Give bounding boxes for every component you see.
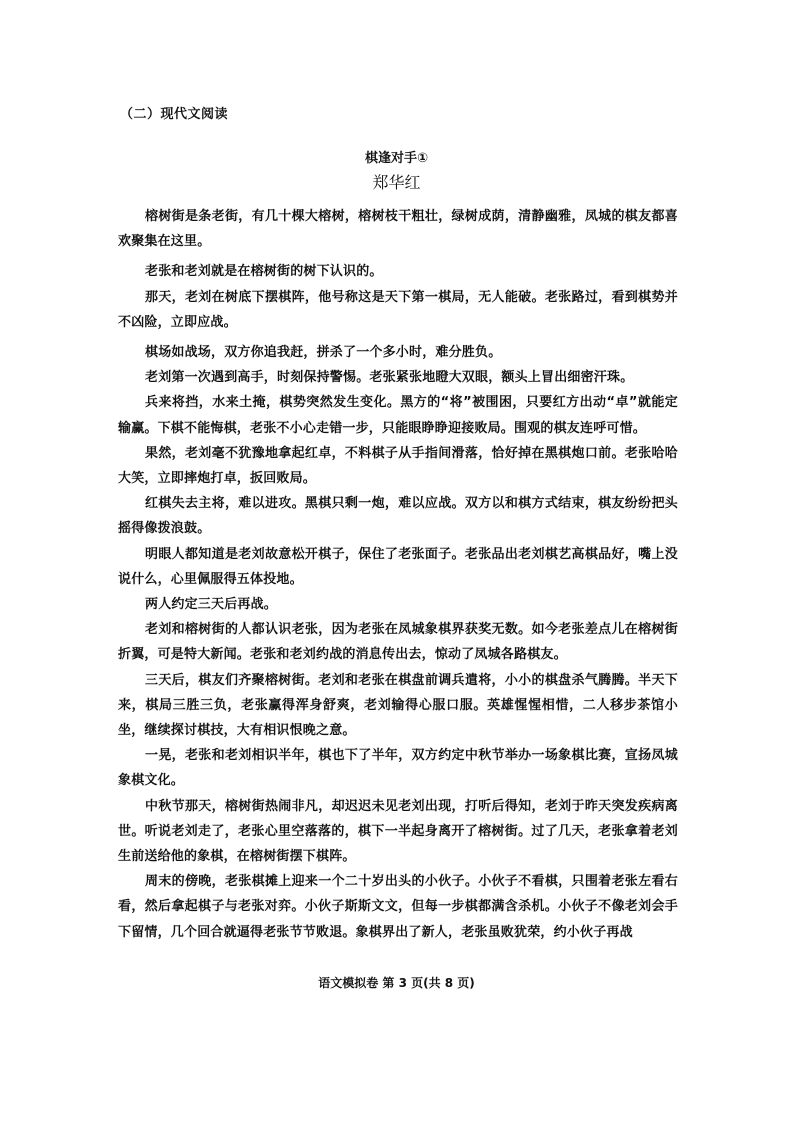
page-footer: 语文模拟卷 第 3 页(共 8 页)	[318, 976, 475, 990]
paragraph: 明眼人都知道是老刘故意松开棋子，保住了老张面子。老张品出老刘棋艺高棋品好，嘴上没说什么，心里佩服得五体投地。	[118, 546, 678, 587]
paragraph: 那天，老刘在树底下摆棋阵，他号称这是天下第一棋局，无人能破。老张路过，看到棋势并不凶险，立即应战。	[118, 289, 678, 330]
paragraph: 红棋失去主将，难以进攻。黑棋只剩一炮，难以应战。双方以和棋方式结束，棋友纷纷把头摇得像拨浪鼓。	[118, 496, 678, 537]
paragraph: 中秋节那天，榕树街热闹非凡，却迟迟未见老刘出现，打听后得知，老刘于昨天突发疾病离世。听说老刘走了，老张心里空落落的，棋下一半起身离开了榕树街。过了几天，老张拿着老刘生前送给他的象棋，在榕树街摆下棋阵。	[118, 798, 678, 865]
paragraph: 果然，老刘毫不犹豫地拿起红卓，不料棋子从手指间滑落，恰好掉在黑棋炮口前。老张哈哈大笑，立即摔炮打卓，扳回败局。	[118, 445, 678, 487]
paragraph: 老张和老刘就是在榕树街的树下认识的。	[145, 264, 383, 280]
section-heading: （二）现代文阅读	[120, 107, 229, 122]
paragraph: 周末的傍晚，老张棋摊上迎来一个二十岁出头的小伙子。小伙子不看棋，只围着老张左看右看，然后拿起棋子与老张对弈。小伙子斯斯文文，但每一步棋都满含杀机。小伙子不像老刘会手下留情，几个回合就逼得老张节节败退。象棋界出了新人，老张虽败犹荣，约小伙子再战	[118, 874, 678, 940]
article-title: 棋逢对手①	[364, 151, 428, 166]
article-body	[118, 204, 678, 945]
paragraph: 榕树街是条老街，有几十棵大榕树，榕树枝干粗壮，绿树成荫，清静幽雅，凤城的棋友都喜欢聚集在这里。	[118, 209, 678, 250]
paragraph: 兵来将挡，水来土掩，棋势突然发生变化。黑方的“将”被围困，只要红方出动“卓”就能定输赢。下棋不能悔棋，老张不小心走错一步，只能眼睁睁迎接败局。围观的棋友连呼可惜。	[118, 395, 678, 436]
paragraph: 棋场如战场，双方你追我赶，拼杀了一个多小时，难分胜负。	[145, 345, 502, 361]
paragraph: 老刘和榕树街的人都认识老张，因为老张在凤城象棋界获奖无数。如今老张差点儿在榕树街折翼，可是特大新闻。老张和老刘约战的消息传出去，惊动了凤城各路棋友。	[118, 622, 678, 663]
paragraph: 老刘第一次遇到高手，时刻保持警惕。老张紧张地瞪大双眼，额头上冒出细密汗珠。	[145, 370, 634, 386]
article-author: 郑华红	[372, 173, 421, 192]
paragraph: 一晃，老张和老刘相识半年，棋也下了半年，双方约定中秋节举办一场象棋比赛，宣扬凤城象棋文化。	[118, 748, 678, 789]
paragraph: 三天后，棋友们齐聚榕树街。老刘和老张在棋盘前调兵遣将，小小的棋盘杀气腾腾。半天下来，棋局三胜三负，老张赢得浑身舒爽，老刘输得心服口服。英雄惺惺相惜，二人移步茶馆小坐，继续探讨棋技，大有相识恨晚之意。	[118, 672, 678, 739]
paragraph: 两人约定三天后再战。	[145, 597, 278, 613]
